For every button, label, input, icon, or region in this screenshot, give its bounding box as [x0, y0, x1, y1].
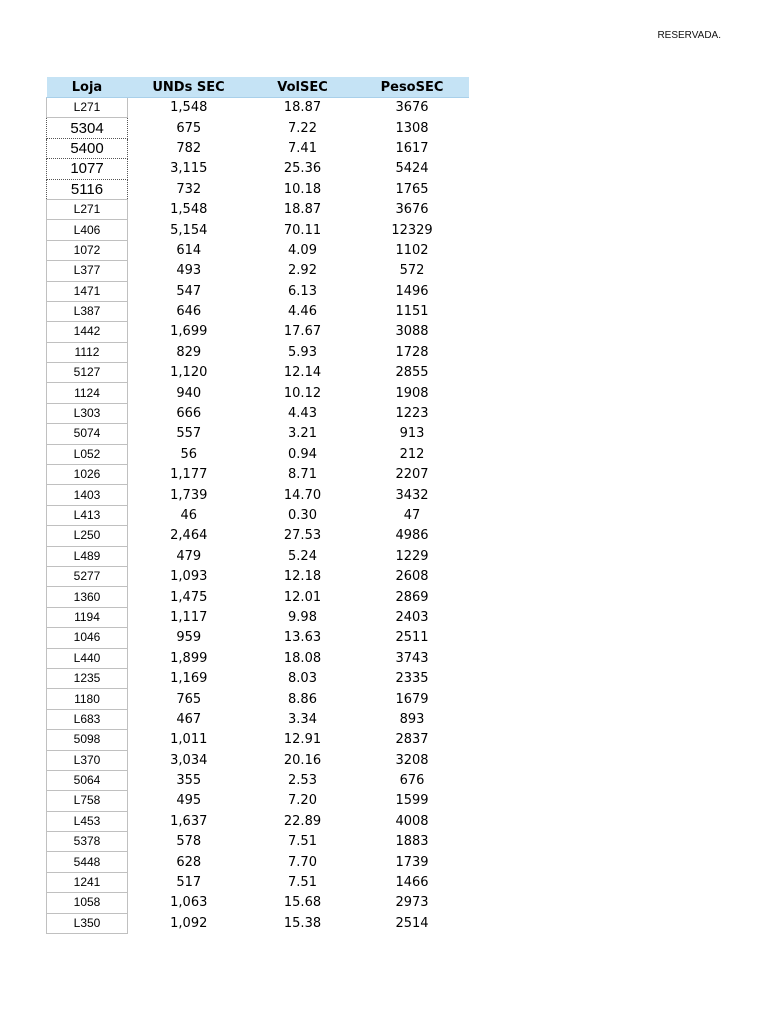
table-row	[47, 118, 469, 138]
pesosec-cell[interactable]: 4008	[395, 813, 429, 829]
volsec-cell[interactable]: 2.92	[288, 263, 317, 279]
unds-sec-cell[interactable]: 765	[176, 691, 202, 707]
unds-sec-cell[interactable]: 467	[176, 711, 202, 727]
pesosec-cell[interactable]: 3208	[395, 752, 429, 768]
pesosec-cell[interactable]: 3432	[395, 487, 429, 503]
table-row	[47, 240, 469, 260]
table-row	[47, 832, 469, 852]
table-row	[47, 750, 469, 770]
unds-sec-cell[interactable]: 1,475	[170, 589, 208, 605]
unds-sec-cell[interactable]: 517	[176, 875, 202, 891]
unds-sec-cell[interactable]: 578	[176, 834, 202, 850]
loja-cell[interactable]: 5064	[47, 770, 128, 790]
loja-cell[interactable]: L271	[47, 98, 128, 118]
loja-cell[interactable]: 5127	[47, 363, 128, 383]
column-header-unds-sec[interactable]: UNDs SEC	[128, 77, 250, 98]
table-row	[47, 730, 469, 750]
volsec-cell[interactable]: 27.53	[283, 528, 322, 544]
unds-sec-cell[interactable]: 1,548	[170, 100, 208, 116]
loja-cell[interactable]: 1403	[47, 485, 128, 505]
loja-cell[interactable]: 5400	[47, 138, 128, 158]
volsec-cell[interactable]: 13.63	[283, 630, 322, 646]
loja-cell[interactable]: L250	[47, 526, 128, 546]
unds-sec-cell[interactable]: 1,169	[170, 671, 208, 687]
unds-sec-cell[interactable]: 1,120	[170, 365, 208, 381]
table-body	[47, 98, 469, 934]
volsec-cell[interactable]: 70.11	[283, 222, 322, 238]
pesosec-cell[interactable]: 1223	[395, 406, 429, 422]
volsec-cell[interactable]: 7.51	[288, 875, 317, 891]
unds-sec-cell[interactable]: 666	[176, 406, 202, 422]
loja-cell[interactable]: L453	[47, 811, 128, 831]
volsec-cell[interactable]: 7.20	[288, 793, 317, 809]
table-row	[47, 383, 469, 403]
pesosec-cell[interactable]: 2855	[395, 365, 429, 381]
unds-sec-cell[interactable]: 1,899	[170, 650, 208, 666]
loja-cell[interactable]: 1072	[47, 240, 128, 260]
volsec-cell[interactable]: 0.30	[288, 508, 317, 523]
volsec-cell[interactable]: 7.70	[288, 854, 317, 870]
table-row	[47, 444, 469, 464]
unds-sec-cell[interactable]: 355	[176, 773, 202, 789]
unds-sec-cell[interactable]: 3,034	[170, 752, 208, 768]
column-header-pesosec[interactable]: PesoSEC	[356, 77, 469, 98]
table-row	[47, 913, 469, 933]
pesosec-cell[interactable]: 2511	[395, 630, 429, 646]
table-row	[47, 872, 469, 892]
loja-cell[interactable]: 1058	[47, 893, 128, 913]
unds-sec-cell[interactable]: 493	[176, 263, 202, 279]
volsec-cell[interactable]: 8.86	[288, 691, 317, 707]
pesosec-cell[interactable]: 2207	[395, 467, 429, 483]
unds-sec-cell[interactable]: 1,092	[170, 915, 208, 931]
pesosec-cell[interactable]: 2869	[395, 589, 429, 605]
pesosec-cell[interactable]: 1308	[395, 120, 429, 136]
loja-cell[interactable]: L370	[47, 750, 128, 770]
loja-cell[interactable]: L052	[47, 444, 128, 464]
unds-sec-cell[interactable]: 547	[176, 283, 202, 299]
loja-cell[interactable]: 1077	[47, 159, 128, 179]
unds-sec-cell[interactable]: 479	[176, 548, 202, 564]
table-row	[47, 770, 469, 790]
loja-cell[interactable]: 1124	[47, 383, 128, 403]
unds-sec-cell[interactable]: 940	[176, 385, 202, 401]
loja-cell[interactable]: 1112	[47, 342, 128, 362]
table-row	[47, 465, 469, 485]
table-row	[47, 566, 469, 586]
volsec-cell[interactable]: 12.18	[283, 569, 322, 585]
table-row	[47, 689, 469, 709]
pesosec-cell[interactable]: 1765	[395, 181, 429, 197]
table-row	[47, 505, 469, 525]
unds-sec-cell[interactable]: 1,011	[170, 732, 208, 748]
unds-sec-cell[interactable]: 1,117	[170, 609, 208, 625]
pesosec-cell[interactable]: 1466	[395, 875, 429, 891]
loja-cell[interactable]: 1180	[47, 689, 128, 709]
pesosec-cell[interactable]: 1728	[395, 344, 429, 360]
pesosec-cell[interactable]: 1679	[395, 691, 429, 707]
table-row	[47, 179, 469, 199]
column-header-volsec[interactable]: VolSEC	[250, 77, 356, 98]
pesosec-cell[interactable]: 1496	[395, 283, 429, 299]
table-row	[47, 403, 469, 423]
pesosec-cell[interactable]: 2837	[395, 732, 429, 748]
unds-sec-cell[interactable]: 959	[176, 630, 202, 646]
loja-cell[interactable]: 1471	[47, 281, 128, 301]
pesosec-cell[interactable]: 1229	[395, 548, 429, 564]
table-row	[47, 791, 469, 811]
unds-sec-cell[interactable]: 614	[176, 242, 202, 258]
loja-cell[interactable]: 5448	[47, 852, 128, 872]
volsec-cell[interactable]: 20.16	[283, 752, 322, 768]
table-row	[47, 811, 469, 831]
table-row	[47, 668, 469, 688]
table-row	[47, 98, 469, 118]
pesosec-cell[interactable]: 2335	[395, 671, 429, 687]
loja-cell[interactable]: 1235	[47, 668, 128, 688]
loja-cell[interactable]: 5378	[47, 832, 128, 852]
confidential-label: RESERVADA.	[657, 30, 721, 41]
volsec-cell[interactable]: 4.43	[288, 406, 317, 422]
loja-cell[interactable]: L303	[47, 403, 128, 423]
pesosec-cell[interactable]: 1739	[395, 854, 429, 870]
volsec-cell[interactable]: 8.03	[288, 671, 317, 687]
volsec-cell[interactable]: 17.67	[283, 324, 322, 340]
table-header-row	[47, 77, 469, 98]
unds-sec-cell[interactable]: 1,637	[170, 813, 208, 829]
pesosec-cell[interactable]: 3088	[395, 324, 429, 340]
table-row	[47, 424, 469, 444]
pesosec-cell[interactable]: 212	[399, 446, 425, 462]
table-row	[47, 628, 469, 648]
volsec-cell[interactable]: 12.91	[283, 732, 322, 748]
unds-sec-cell[interactable]: 628	[176, 854, 202, 870]
volsec-cell[interactable]: 5.93	[288, 344, 317, 360]
unds-sec-cell[interactable]: 1,548	[170, 202, 208, 218]
pesosec-cell[interactable]: 2608	[395, 569, 429, 585]
pesosec-cell[interactable]: 1102	[395, 242, 429, 258]
table-row	[47, 587, 469, 607]
loja-cell[interactable]: 1241	[47, 872, 128, 892]
unds-sec-cell[interactable]: 829	[176, 344, 202, 360]
volsec-cell[interactable]: 7.41	[288, 140, 317, 156]
volsec-cell[interactable]: 3.21	[288, 426, 317, 442]
loja-cell[interactable]: 5074	[47, 424, 128, 444]
loja-cell[interactable]: 5116	[47, 179, 128, 199]
pesosec-cell[interactable]: 893	[399, 711, 425, 727]
pesosec-cell[interactable]: 2403	[395, 609, 429, 625]
volsec-cell[interactable]: 3.34	[288, 711, 317, 727]
pesosec-cell[interactable]: 913	[399, 426, 425, 442]
volsec-cell[interactable]: 18.08	[283, 650, 322, 666]
unds-sec-cell[interactable]: 3,115	[170, 161, 208, 177]
pesosec-cell[interactable]: 3676	[395, 100, 429, 116]
volsec-cell[interactable]: 25.36	[283, 161, 322, 177]
pesosec-cell[interactable]: 2973	[395, 895, 429, 911]
unds-sec-cell[interactable]: 495	[176, 793, 202, 809]
table-row	[47, 546, 469, 566]
loja-cell[interactable]: L489	[47, 546, 128, 566]
loja-cell[interactable]: L377	[47, 261, 128, 281]
table-row	[47, 363, 469, 383]
table-row	[47, 852, 469, 872]
volsec-cell[interactable]: 2.53	[288, 773, 317, 789]
unds-sec-cell[interactable]: 1,699	[170, 324, 208, 340]
pesosec-cell[interactable]: 2514	[395, 915, 429, 931]
table-row	[47, 893, 469, 913]
table-row	[47, 220, 469, 240]
unds-sec-cell[interactable]: 557	[176, 426, 202, 442]
loja-cell[interactable]: 5098	[47, 730, 128, 750]
pesosec-cell[interactable]: 1151	[395, 304, 429, 320]
unds-sec-cell[interactable]: 732	[176, 181, 202, 197]
pesosec-cell[interactable]: 676	[399, 773, 425, 789]
volsec-cell[interactable]: 8.71	[288, 467, 317, 483]
loja-cell[interactable]: L406	[47, 220, 128, 240]
column-header-loja[interactable]: Loja	[47, 77, 128, 98]
loja-cell[interactable]: L413	[47, 505, 128, 525]
volsec-cell[interactable]: 12.01	[283, 589, 322, 605]
volsec-cell[interactable]: 15.68	[283, 895, 322, 911]
unds-sec-cell[interactable]: 1,177	[170, 467, 208, 483]
volsec-cell[interactable]: 7.22	[288, 120, 317, 136]
volsec-cell[interactable]: 10.18	[283, 181, 322, 197]
table-row	[47, 199, 469, 219]
volsec-cell[interactable]: 10.12	[283, 385, 322, 401]
unds-sec-cell[interactable]: 782	[176, 140, 202, 156]
pesosec-cell[interactable]: 1908	[395, 385, 429, 401]
volsec-cell[interactable]: 4.46	[288, 304, 317, 320]
table-row	[47, 607, 469, 627]
loja-cell[interactable]: 5277	[47, 566, 128, 586]
loja-cell[interactable]: L387	[47, 301, 128, 321]
loja-cell[interactable]: 1026	[47, 465, 128, 485]
volsec-cell[interactable]: 15.38	[283, 915, 322, 931]
table-row	[47, 138, 469, 158]
table-row	[47, 709, 469, 729]
unds-sec-cell[interactable]: 46	[180, 508, 198, 523]
pesosec-cell[interactable]: 572	[399, 263, 425, 279]
pesosec-cell[interactable]: 3743	[395, 650, 429, 666]
unds-sec-cell[interactable]: 5,154	[170, 222, 208, 238]
pesosec-cell[interactable]: 4986	[395, 528, 429, 544]
volsec-cell[interactable]: 12.14	[283, 365, 322, 381]
unds-sec-cell[interactable]: 2,464	[170, 528, 208, 544]
unds-sec-cell[interactable]: 646	[176, 304, 202, 320]
pesosec-cell[interactable]: 12329	[391, 222, 433, 238]
volsec-cell[interactable]: 6.13	[288, 283, 317, 299]
table-row	[47, 485, 469, 505]
volsec-cell[interactable]: 18.87	[283, 100, 322, 116]
loja-cell[interactable]: 1442	[47, 322, 128, 342]
table-row	[47, 526, 469, 546]
volsec-cell[interactable]: 0.94	[288, 446, 317, 462]
unds-sec-cell[interactable]: 1,093	[170, 569, 208, 585]
pesosec-cell[interactable]: 1599	[395, 793, 429, 809]
table-row	[47, 261, 469, 281]
pesosec-cell[interactable]: 3676	[395, 202, 429, 218]
unds-sec-cell[interactable]: 1,063	[170, 895, 208, 911]
loja-cell[interactable]: L758	[47, 791, 128, 811]
volsec-cell[interactable]: 9.98	[288, 609, 317, 625]
unds-sec-cell[interactable]: 675	[176, 120, 202, 136]
table-row	[47, 342, 469, 362]
store-data-table	[46, 77, 469, 934]
table-row	[47, 159, 469, 179]
table-row	[47, 322, 469, 342]
table-row	[47, 648, 469, 668]
volsec-cell[interactable]: 4.09	[288, 242, 317, 258]
unds-sec-cell[interactable]: 56	[180, 446, 198, 462]
table-row	[47, 281, 469, 301]
loja-cell[interactable]: 5304	[47, 118, 128, 138]
loja-cell[interactable]: L440	[47, 648, 128, 668]
unds-sec-cell[interactable]: 1,739	[170, 487, 208, 503]
loja-cell[interactable]: L350	[47, 913, 128, 933]
loja-cell[interactable]: 1360	[47, 587, 128, 607]
pesosec-cell[interactable]: 5424	[395, 161, 429, 177]
loja-cell[interactable]: L683	[47, 709, 128, 729]
pesosec-cell[interactable]: 47	[403, 508, 421, 523]
volsec-cell[interactable]: 7.51	[288, 834, 317, 850]
pesosec-cell[interactable]: 1883	[395, 834, 429, 850]
loja-cell[interactable]: 1194	[47, 607, 128, 627]
loja-cell[interactable]: 1046	[47, 628, 128, 648]
volsec-cell[interactable]: 22.89	[283, 813, 322, 829]
pesosec-cell[interactable]: 1617	[395, 140, 429, 156]
volsec-cell[interactable]: 18.87	[283, 202, 322, 218]
table-row	[47, 301, 469, 321]
volsec-cell[interactable]: 5.24	[288, 548, 317, 564]
volsec-cell[interactable]: 14.70	[283, 487, 322, 503]
loja-cell[interactable]: L271	[47, 199, 128, 219]
